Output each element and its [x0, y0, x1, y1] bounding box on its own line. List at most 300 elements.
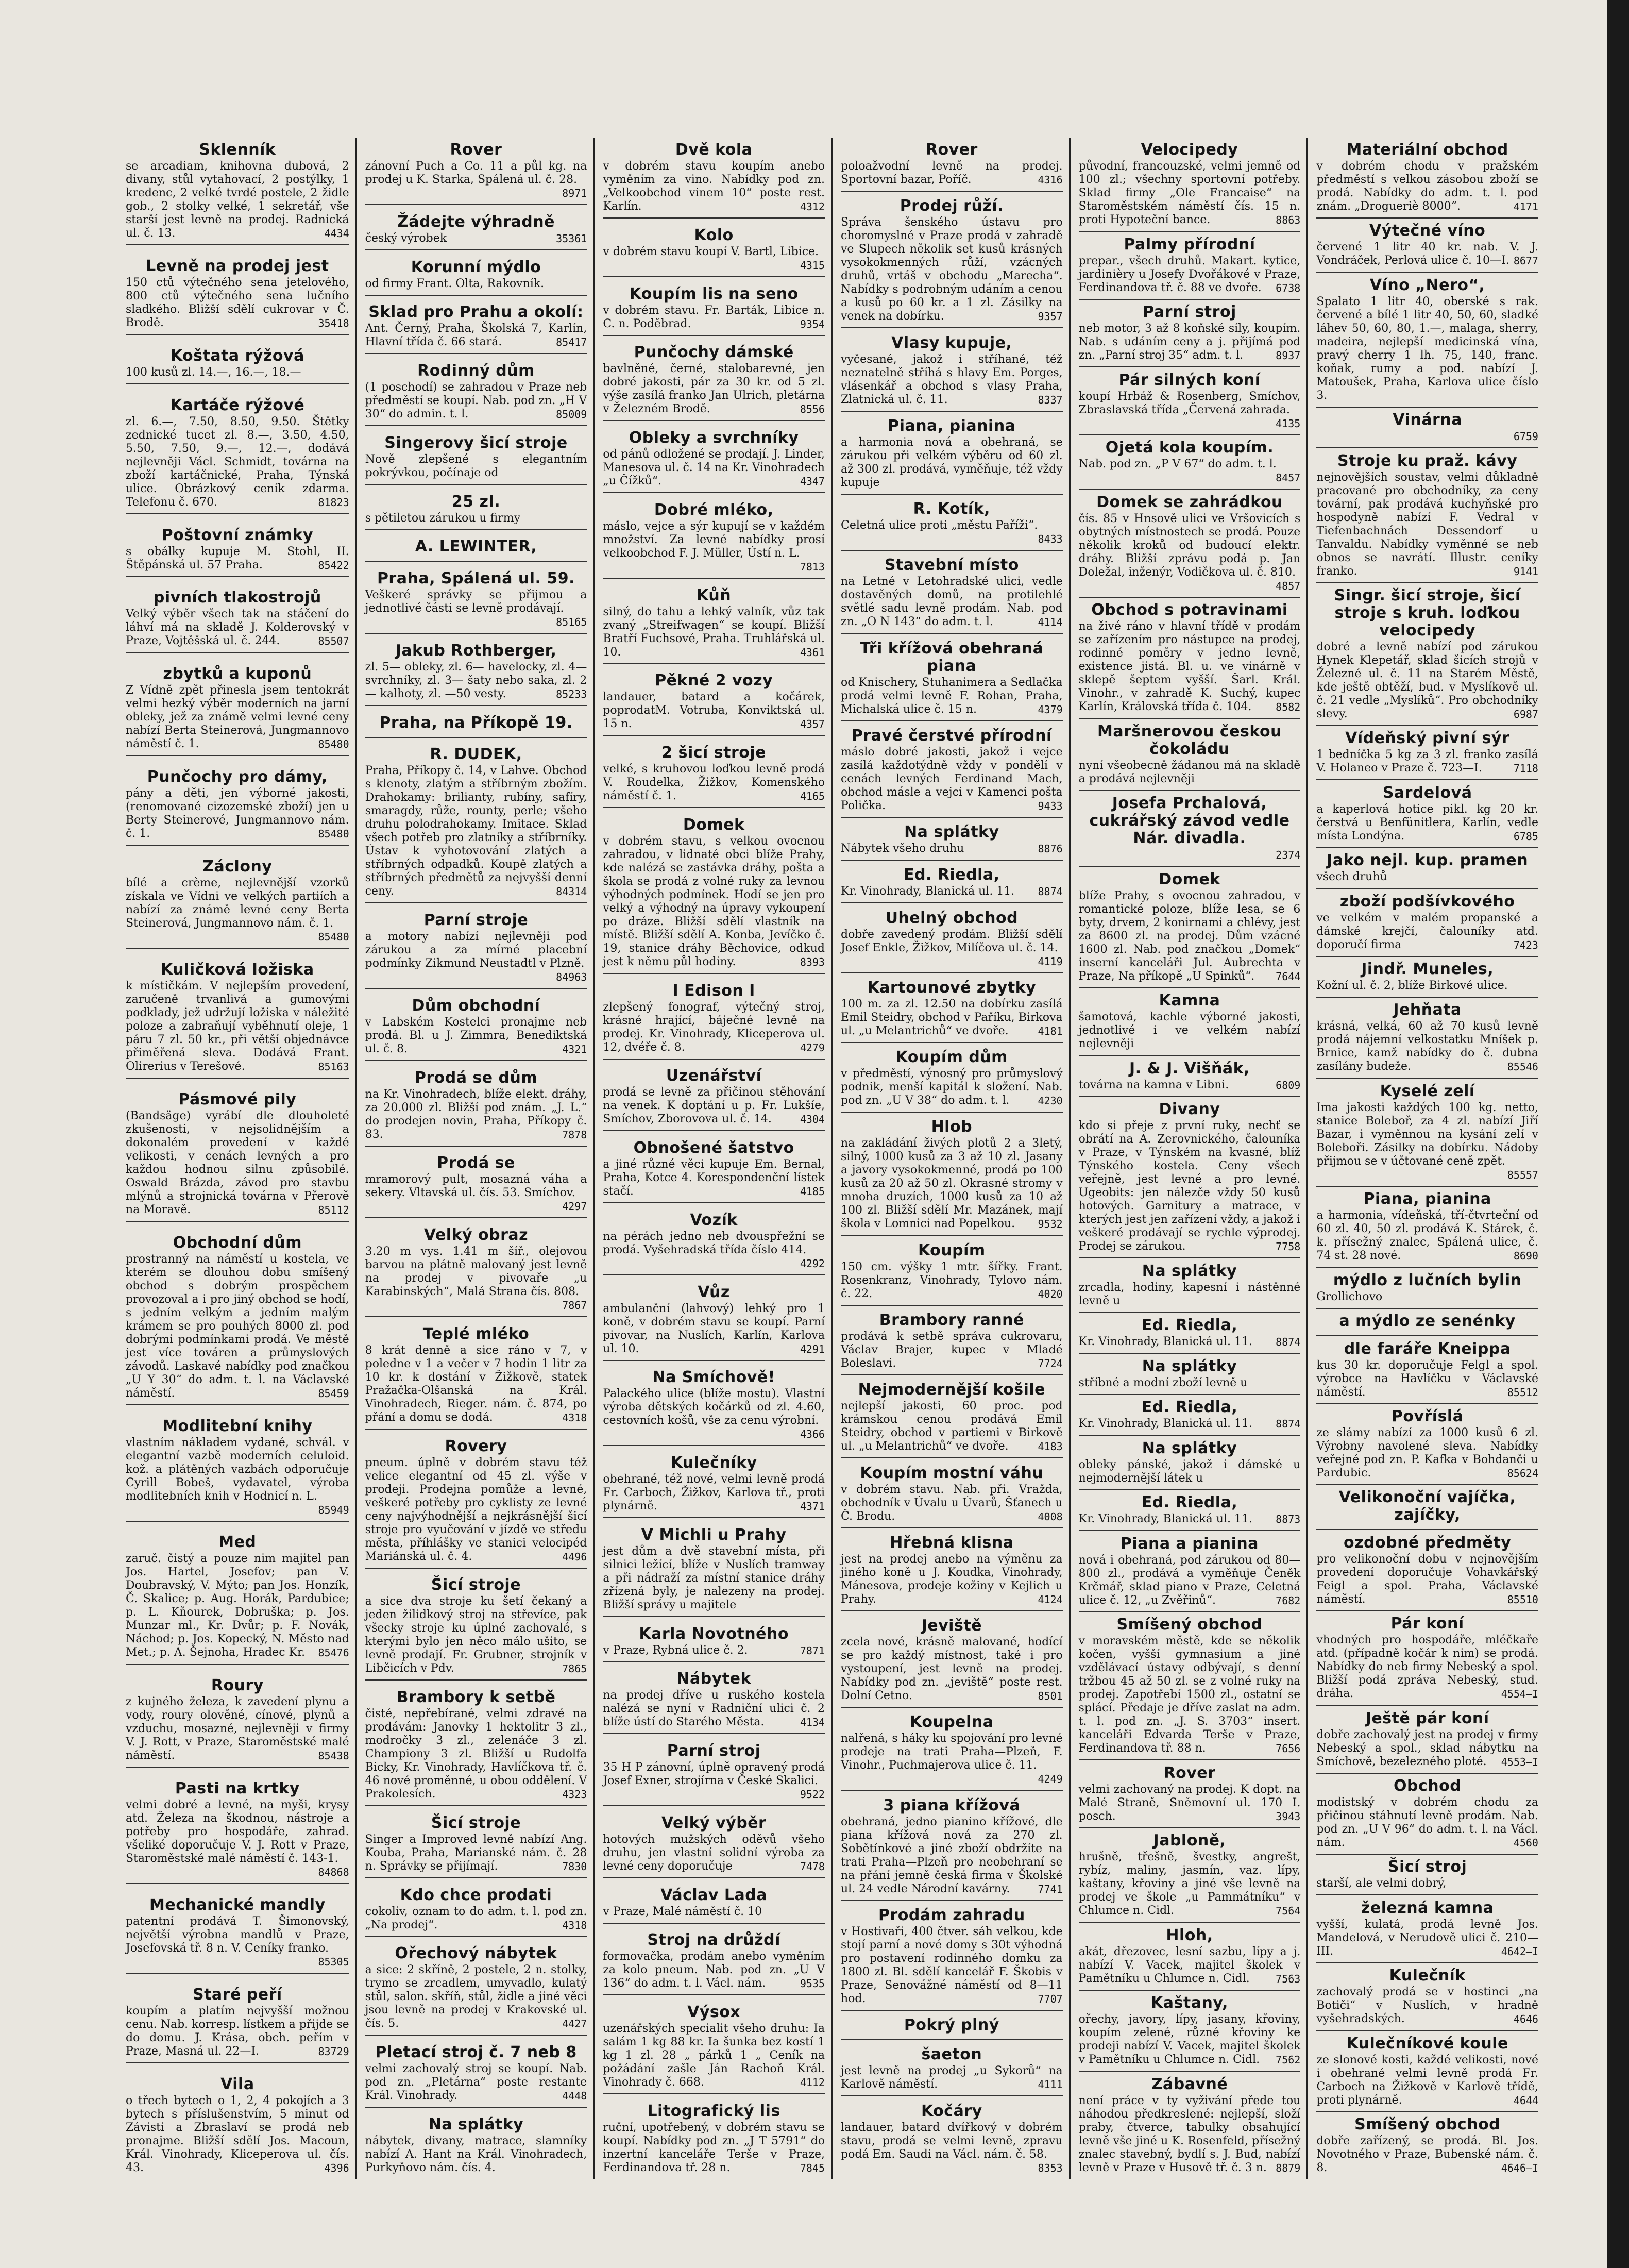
ad-heading: Obchod s potravinami: [1091, 601, 1288, 619]
ad-body: [841, 746, 1063, 813]
ad-heading: Piana, pianina: [888, 416, 1016, 435]
ad-reference-number: 4347: [800, 475, 825, 488]
classified-ad: [841, 553, 1063, 634]
ad-reference-number: 4361: [800, 646, 825, 659]
ad-heading: Šicí stroje: [431, 1813, 521, 1832]
ad-body: [603, 1387, 825, 1441]
ad-reference-number: 85417: [556, 336, 587, 349]
ad-reference-number: 7682: [1276, 1594, 1301, 1607]
ad-heading: Uzenářství: [666, 1067, 762, 1085]
classified-ad: [1079, 138, 1301, 232]
classified-ad: [126, 958, 349, 1079]
ad-body: [365, 1173, 587, 1213]
classified-ad: [365, 1686, 587, 1806]
ad-body: [126, 1436, 349, 1517]
ad-body: [1079, 759, 1301, 786]
ad-body: [126, 160, 349, 240]
classified-ad: [603, 1884, 825, 1924]
ad-heading: Ojetá kola koupím.: [1105, 439, 1274, 457]
classified-ad: [603, 741, 825, 808]
classified-ad: [603, 1667, 825, 1734]
ad-body: [365, 1905, 587, 1932]
ad-body: [1079, 1945, 1301, 1986]
ad-body: [126, 980, 349, 1073]
ad-text: poloažvodní levně na prodej. Sportovní bazar, Poříč.: [840, 160, 1063, 186]
ad-text: jest dům a dvě stavební místa, při silnici ležící, blíže v Nuslích tramway a při nádraží za místní stanice dráhy zřízená byly, je nalezeny na prodej. Bližší správy u majitele: [603, 1544, 825, 1611]
ad-reference-number: 4112: [800, 2076, 825, 2089]
classified-ad: [365, 2113, 587, 2179]
ad-body: [126, 366, 349, 379]
ad-heading: Uhelný obchod: [885, 909, 1019, 927]
ad-body: [1316, 748, 1538, 775]
ad-reference-number: 7830: [562, 1860, 587, 1873]
ad-body: [365, 1595, 587, 1675]
ad-body: [841, 216, 1063, 323]
classified-ad: [1316, 2032, 1538, 2112]
ad-text: od firmy Frant. Olta, Rakovník.: [365, 277, 545, 290]
ad-text: Velký výběr všech tak na stáčení do láhví má na skladě J. Kolderovský v Praze, Vojtěšská ul. č. 244.: [126, 608, 349, 648]
ad-heading: Prodám zahradu: [878, 1906, 1025, 1924]
classified-ad: [1316, 1080, 1538, 1187]
ad-reference-number: 85480: [318, 828, 349, 841]
ad-body: [603, 1905, 825, 1919]
ad-body: [841, 998, 1063, 1038]
ad-body: [603, 1473, 825, 1513]
classified-ad: [603, 1136, 825, 1203]
ad-reference-number: 7562: [1276, 2054, 1301, 2067]
classified-ad: [1316, 1486, 1538, 1530]
ad-text: koupím a platím nejvyšší možnou cenu. Nab. korresp. lístkem a přijde se do domu. J. Krása, obch. peřím v Praze, Masná ul. 22—I.: [126, 2004, 349, 2058]
ad-text: nejlepší jakosti, 60 proc. pod krámskou cenou prodává Emil Steidry, obchod v partiemi v Birkově ul. „u Melantrichů“ ve dvoře.: [840, 1400, 1063, 1453]
ad-reference-number: 6785: [1513, 830, 1538, 843]
ad-text: dobré a levně nabízí pod zárukou Hynek Klepetář, sklad šicích strojů v Železné ul. č. 11 na Starém Městě, kde ještě obtěží, bud. v Myslíkově ul. č. 21 vedle „Myslíků“. Pro obchodníky slevy.: [1316, 641, 1538, 721]
ad-heading: Karla Novotného: [639, 1624, 789, 1643]
classified-ad: [603, 1281, 825, 1361]
ad-heading: Obleky a svrchníky: [629, 429, 799, 447]
ad-reference-number: 9532: [1038, 1218, 1063, 1231]
ad-heading: Na splátky: [904, 823, 999, 842]
ad-body: [1316, 471, 1538, 578]
ad-reference-number: 4366: [800, 1428, 825, 1441]
ad-body: [1316, 160, 1538, 213]
classified-ad: [365, 2041, 587, 2108]
ad-reference-number: 35361: [556, 232, 587, 245]
ad-text: všech druhů: [1316, 870, 1387, 884]
classified-ad: [1079, 989, 1301, 1056]
ad-text: na zakládání živých plotů 2 a 3letý, silný, 1000 kusů za 3 až 10 zl. Jasany a javory vysokokmenné, prodá po 100 kusů za 20 až 50 zl. Okrasné stromy v mnoha druzích, 1000 kusů za 10 až 100 zl. Bližší sdělí Mr. Mazánek, mají škola v Lomnici nad Popelkou.: [840, 1137, 1063, 1231]
ad-heading: Vinárna: [1393, 411, 1462, 429]
ad-heading: J. & J. Višňák,: [1129, 1059, 1250, 1078]
ad-body: [365, 160, 587, 200]
ad-reference-number: 85438: [318, 1750, 349, 1762]
ad-reference-number: 4165: [800, 790, 825, 802]
ad-text: ve velkém v malém propanské a dámské krejčí, čalouníky atd. doporučí firma: [1316, 911, 1538, 951]
classified-ad: [1079, 368, 1301, 435]
classified-ad: [1079, 720, 1301, 791]
ad-heading: Brambory k setbě: [396, 1688, 556, 1706]
ad-heading: Kartounové zbytky: [867, 978, 1037, 997]
classified-ad: [1316, 998, 1538, 1079]
ad-column-6: [1306, 138, 1545, 2179]
ad-body: [603, 1950, 825, 1990]
ad-body: [1079, 848, 1301, 862]
ad-text: 8 krát denně a sice ráno v 7, v poledne v 1 a večer v 7 hodin 1 litr za 10 kr. k dostání v Žižkově, statek Pražačka-Olšanská na Král. Vinohradech, Rieger. nám. č. 874, po přání a domu se dodá.: [365, 1343, 587, 1424]
ad-text: v Praze, Malé náměstí č. 10: [603, 1905, 762, 1918]
classified-ad: [365, 1435, 587, 1569]
classified-ad: [603, 2099, 825, 2179]
ad-body: [1316, 1020, 1538, 1073]
ad-text: mramorový pult, mosazná váha a sekery. Vltavská ul. čís. 53. Smíchov.: [365, 1173, 587, 1200]
ad-body: [603, 1545, 825, 1612]
classified-ad: [365, 256, 587, 296]
ad-heading: Hloh,: [1166, 1926, 1213, 1944]
ad-text: a jiné různé věci kupuje Em. Bernal, Praha, Kotce 4. Korespondenční lístek stačí.: [603, 1158, 825, 1198]
ad-heading: Rover: [1163, 1763, 1216, 1782]
ad-body: [841, 885, 1063, 898]
classified-ad: [1316, 727, 1538, 780]
ad-body: [1079, 390, 1301, 430]
ad-reference-number: 4560: [1513, 1836, 1538, 1849]
classified-ad: [603, 1622, 825, 1662]
classified-page: [117, 138, 1545, 2179]
classified-ad: [603, 669, 825, 736]
ad-text: bavlněné, černé, stalobarevné, jen dobré jakosti, pár za 30 kr. od 5 zl. výše zasílá franko Jan Ulrich, pletárna v Železném Brodě.: [603, 362, 825, 416]
ad-heading: Divany: [1159, 1100, 1220, 1119]
ad-body: [841, 1732, 1063, 1786]
ad-heading: Materiální obchod: [1346, 141, 1508, 159]
classified-ad: [841, 331, 1063, 412]
ad-heading: Tři křížová obehraná piana: [860, 639, 1044, 675]
ad-heading: Velký obraz: [423, 1226, 529, 1244]
ad-heading: Víno „Nero“,: [1369, 276, 1485, 294]
ad-heading: Rodinný dům: [417, 362, 535, 380]
ad-text: Z Vídně zpět přinesla jsem tentokrát velmi hezký výběr moderních na jarní obleky, jež za známě velmi levné ceny nabízí Berta Steinerová, Jungmannovo náměstí č. 1.: [126, 684, 349, 751]
ad-text: 150 cm. výšky 1 mtr. šířky. Frant. Rosenkranz, Vinohrady, Tylovo nám. č. 22.: [840, 1260, 1063, 1300]
ad-heading: Kyselé zelí: [1380, 1082, 1475, 1100]
ad-text: 150 ctů výtečného sena jetelového, 800 ctů výtečného sena lučního sladkého. Bližší sdělí cukrovar v Č. Brodě.: [126, 276, 349, 329]
ad-reference-number: 85459: [318, 1387, 349, 1400]
classified-ad: [1079, 1924, 1301, 1991]
ad-reference-number: 4171: [1513, 200, 1538, 213]
ad-text: čís. 85 v Hnsově ulici ve Vršovicích s obytných místnostech se prodá. Pouze několik kroků od budoucí elektr. dráhy. Bližší zprávu podá p. Jan Doležal, inženýr, Vodičkova ul. č. 810.: [1078, 512, 1301, 579]
ad-heading: A. LEWINTER,: [415, 537, 537, 556]
classified-ad: [1079, 436, 1301, 490]
ad-text: jest na prodej anebo na výměnu za jiného koně u J. Koudka, Vinohrady, Mánesova, prodeje kožiny v Kejlich u Prahy.: [840, 1552, 1063, 1606]
ad-text: továrna na kamna v Libni.: [1078, 1078, 1229, 1091]
ad-heading: Med: [218, 1533, 257, 1552]
ad-reference-number: 8874: [1276, 1336, 1301, 1349]
ad-text: patentní prodává T. Šimonovský, největší výrobna mandlů v Praze, Josefovská tř. 8 n. V. Ceníky franko.: [126, 1915, 349, 1955]
ad-text: jest levně na prodej „u Sykorů“ na Karlově náměstí.: [840, 2064, 1063, 2091]
ad-heading: Praha, Spálená ul. 59.: [377, 569, 575, 587]
ad-heading: Litografický lis: [647, 2102, 780, 2120]
ad-reference-number: 4119: [1038, 955, 1063, 968]
ad-reference-number: 4644: [1513, 2094, 1538, 2107]
ad-reference-number: 9141: [1513, 565, 1538, 578]
ad-text: Kr. Vinohrady, Blanická ul. 11.: [840, 885, 1015, 898]
ad-heading: Ořechový nábytek: [395, 1944, 557, 1963]
ad-body: [126, 1552, 349, 1659]
classified-ad: [841, 976, 1063, 1043]
ad-reference-number: 85557: [1507, 1168, 1538, 1181]
ad-heading: Modlitební knihy: [162, 1417, 313, 1435]
ad-body: [126, 608, 349, 648]
ad-text: na Kr. Vinohradech, blíže elekt. dráhy, za 20.000 zl. Bližší pod znám. „J. L.“ do prodejen novin, Praha, Příkopy č. 83.: [365, 1087, 587, 1141]
ad-text: velké, s kruhovou loďkou levně prodá V. Roudelka, Žižkov, Komenského náměstí č. 1.: [603, 763, 825, 802]
ad-body: [126, 1799, 349, 1879]
classified-ad: [365, 490, 587, 530]
ad-text: zcela nové, krásně malované, hodící se pro každý místnost, také i pro vystoupení, jest levně na prodej. Nabídky pod zn. „jeviště“ poste rest. Dolní Cetno.: [840, 1636, 1063, 1703]
ad-heading: Na Smíchově!: [652, 1368, 775, 1387]
ad-text: Nově zlepšené s elegantním pokrývkou, počínaje od: [365, 452, 587, 479]
ad-reference-number: 7845: [800, 2161, 825, 2174]
ad-heading: Sklad pro Prahu a okolí:: [368, 303, 584, 322]
ad-body: [126, 684, 349, 751]
ad-body: [1316, 1634, 1538, 1701]
ad-reference-number: 4318: [562, 1919, 587, 1931]
ad-body: [1079, 1417, 1301, 1431]
ad-text: v Labském Kostelci pronajme neb prodá. Bl. u J. Zimmra, Benediktská ul. č. 8.: [365, 1015, 587, 1055]
ad-reference-number: 4312: [800, 200, 825, 213]
ad-reference-number: 6809: [1276, 1079, 1301, 1091]
ad-text: prepar., všech druhů. Makart. kytice, jardinièry u Josefy Dvořákové v Praze, Ferdinandova tř. č. 88 ve dvoře.: [1078, 254, 1301, 294]
ad-body: [841, 1261, 1063, 1301]
ad-body: [1079, 620, 1301, 714]
classified-ad: [1079, 1829, 1301, 1923]
ad-body: [603, 1644, 825, 1657]
ad-body: [1316, 1877, 1538, 1890]
ad-text: v moravském městě, kde se několik kočen, vyšší gymnasium a jiné vzdělávací ústavy odbývají, s denní tržbou 45 až 50 zl. se z volné ruky na prodej. Zapotřebí 1500 zl., ostatní se splácí. Předaje je dříve zaslat na adm. t. l. pod zn. „J. S. 3703“ insert. kanceláři Edvarda Terše v Praze, Ferdinandova tř. 88 n.: [1078, 1635, 1301, 1755]
classified-ad: [603, 1366, 825, 1446]
ad-text: o třech bytech o 1, 2, 4 pokojích a 3 bytech s příslušenstvím, 5 minut od Závisti a Zbraslaví se prodá neb pronajme. Bližší sdělí Jos. Macoun, Král. Vinohrady, Kliceperova ul. čís. 43.: [126, 2094, 349, 2174]
ad-text: akát, dřezovec, lesní sazbu, lípy a j. nabízí V. Vacek, majitel školek v Pamětníku u Chlumce n. Cidl.: [1078, 1945, 1301, 1985]
classified-ad: [365, 1942, 587, 2036]
ad-heading: 25 zl.: [451, 492, 501, 511]
ad-body: [841, 2121, 1063, 2175]
classified-ad: [1079, 1355, 1301, 1395]
ad-body: [1079, 1079, 1301, 1092]
ad-heading: ozdobné předměty: [1343, 1533, 1512, 1552]
ad-text: čisté, nepřebírané, velmi zdravé na prodávám: Janovky 1 hektolitr 3 zl., modročky 3 zl., zelenáče 3 zl. Championy 3 zl. Bližší u Rudolfa Bicky, Kr. Vinohrady, Havlíčkova tř. č. 46 nové proměnné, u obou oddělení. V Prakolesích.: [365, 1707, 587, 1801]
ad-text: starší, ale velmi dobrý,: [1316, 1877, 1447, 1890]
ad-body: [603, 1230, 825, 1270]
ad-body: [1316, 1426, 1538, 1480]
ad-text: nová i obehraná, pod zárukou od 80—800 zl., prodává a vyměňuje Čeněk Krčmář, sklad piano v Praze, Celetná ulice č. 12, „u Zvěřinů“.: [1078, 1553, 1301, 1607]
ad-text: Celetná ulice proti „městu Paříži“.: [840, 519, 1038, 532]
ad-body: [1316, 1986, 1538, 2026]
classified-ad: [1316, 1707, 1538, 1774]
ad-reference-number: 85163: [318, 1060, 349, 1073]
ad-text: prodává k setbě správa cukrovaru, Václav Brajer, kupec v Mladé Boleslavi.: [840, 1330, 1063, 1370]
classified-ad: [1079, 1314, 1301, 1354]
classified-ad: [126, 1893, 349, 1974]
ad-text: český výrobek: [365, 231, 447, 245]
ad-reference-number: 7813: [800, 560, 825, 573]
ad-text: modistský v dobrém chodu za přičinou stáhnutí levně prodám. Nab. pod zn. „U V 96“ do adm. t. l. na Václ. nám.: [1316, 1795, 1538, 1849]
ad-heading: Brambory ranné: [879, 1311, 1024, 1329]
ad-heading: Roury: [211, 1676, 264, 1695]
ad-text: v dobrém stavu. Nab. při. Vražda, obchodník v Úvalu u Úvarů, Šťanech u Č. Brodu.: [840, 1483, 1063, 1523]
ad-reference-number: 8677: [1513, 255, 1538, 267]
ad-reference-number: 85165: [556, 616, 587, 628]
ad-heading: Jako nejl. kup. pramen: [1327, 851, 1529, 870]
ad-text: zl. 6.—, 7.50, 8.50, 9.50. Štětky zednické tucet zl. 8.—, 3.50, 4.50, 5.50, 7.50, 9.—, 12.—, dodává nejlevněji Václ. Schmidt, továrna na zboží kartáčnické, Praha, Týnská ulice. Obrázkový ceník zdarma. Telefonu č. 670.: [126, 415, 349, 509]
classified-ad: [365, 994, 587, 1061]
ad-reference-number: 8876: [1038, 843, 1063, 855]
classified-ad: [126, 255, 349, 335]
ad-text: kdo si přeje z první ruky, nechť se obrátí na A. Zerovnického, čalouníka v Praze, v Týnském na kvasné, blíž Týnského kostela. Ceny všech veřejně, jest levné a pro levné. Ugeobits: jen nálezče vždy 50 kusů hotových. Garnitury a matrace, v kterých jest jen zařízení vždy, a jakož i veškeré prodávají se rychle výprodej. Prodej se zárukou.: [1078, 1119, 1301, 1253]
ad-reference-number: 4642—I: [1501, 1945, 1538, 1958]
ad-body: [603, 1001, 825, 1054]
ad-heading: Velikonoční vajíčka, zajíčky,: [1338, 1488, 1516, 1524]
classified-ad: [126, 1531, 349, 1665]
ad-text: nalřená, s háky ku spojování pro levné prodeje na trati Praha—Plzeň, F. Vinohr., Puchmajerova ulice č. 11.: [840, 1732, 1063, 1772]
ad-heading: Výtečné víno: [1369, 222, 1486, 240]
ad-heading: Levně na prodej jest: [146, 257, 329, 275]
ad-reference-number: 8690: [1513, 1250, 1538, 1263]
ad-reference-number: 4292: [800, 1257, 825, 1270]
ad-text: červené 1 litr 40 kr. nab. V. J. Vondráček, Perlová ulice č. 10—I.: [1316, 241, 1538, 267]
ad-reference-number: 4646: [1513, 2013, 1538, 2026]
ad-text: koupí Hrbáž & Rosenberg, Smíchov, Zbraslavská třída „Červená zahrada.: [1078, 390, 1301, 416]
classified-ad: [126, 524, 349, 577]
classified-ad: [603, 282, 825, 336]
ad-text: zachovalý prodá se v hostinci „na Botiči“ v Nuslích, v hradně vyšehradských.: [1316, 1986, 1538, 2026]
ad-heading: Kamna: [1159, 992, 1220, 1010]
ad-heading: Palmy přírodní: [1124, 235, 1255, 254]
classified-ad: [841, 1904, 1063, 2011]
ad-reference-number: 7564: [1276, 1905, 1301, 1918]
ad-heading: Parní stroje: [423, 911, 529, 929]
classified-ad: [126, 1674, 349, 1768]
ad-text: obehraná, jedno pianino křížové, dle piana křížová nová za 270 zl. Sobětínkové a jiné zboží obdržíte na trati Praha—Plzeň pro neobehraní se na přání jemně česká firma v Školské ul. 24 vedle Národní kavárny.: [840, 1815, 1063, 1895]
ad-body: [603, 2121, 825, 2175]
classified-ad: [841, 863, 1063, 903]
classified-ad: [841, 1531, 1063, 1611]
ad-heading: Staré peří: [192, 1985, 282, 2004]
classified-ad: [603, 584, 825, 664]
classified-ad: [1079, 1532, 1301, 1612]
ad-heading: Vlasy kupuje,: [891, 333, 1012, 352]
ad-heading: 2 šicí stroje: [661, 744, 766, 762]
ad-text: hrušně, třešně, švestky, angrešt, rybíz, maliny, jasmín, vaz. lípy, kaštany, křoviny a jiné vše levně na prodej ve škole „u Pammátníku“ v Chlumce n. Cidl.: [1078, 1851, 1301, 1918]
ad-reference-number: 7871: [800, 1644, 825, 1657]
classified-ad: [1316, 1337, 1538, 1404]
ad-reference-number: 4857: [1276, 579, 1301, 592]
classified-ad: [126, 2073, 349, 2179]
ad-heading: Pokrý plný: [904, 2016, 999, 2035]
classified-ad: [365, 300, 587, 354]
ad-reference-number: 4135: [1276, 417, 1301, 430]
ad-text: (1 poschodí) se zahradou v Praze neb předměstí se koupí. Nab. pod zn. „H V 30“ do admin. t. l.: [365, 381, 587, 421]
ad-reference-number: 85512: [1507, 1386, 1538, 1399]
ad-text: Ima jakosti každých 100 kg. netto, stanice Boleboř, za 4 zl. nabízí Jiří Bazar, i vyměnnou na kysání zelí v Boleboři. Zásilky na dobírku. Nádoby přijmou se v účtované ceně zpět.: [1316, 1101, 1538, 1168]
ad-heading: Jakub Rothberger,: [395, 641, 557, 660]
ad-heading: Parní stroj: [667, 1742, 761, 1760]
ad-reference-number: 4427: [562, 2018, 587, 2030]
classified-ad: [1079, 1057, 1301, 1097]
ad-text: vhodných pro hospodáře, mléčkaře atd. (případně kočár k nim) se prodá. Nabídky do neb firmy Nebeský a spol. Bližší podá zpráva Nebeský, stud. dráha.: [1316, 1634, 1538, 1701]
ad-heading: Korunní mýdlo: [411, 258, 541, 276]
ad-reference-number: 4646—I: [1501, 2161, 1538, 2174]
ad-reference-number: 4448: [562, 2090, 587, 2102]
ad-text: neb motor, 3 až 8 koňské síly, koupím. Nab. s udáním ceny a j. přijímá pod zn. „Parní stroj 35“ adm. t. l.: [1078, 322, 1301, 362]
classified-ad: [841, 724, 1063, 818]
ad-text: dobře zavedený prodám. Bližší sdělí Josef Enkle, Žižkov, Milíčova ul. č. 14.: [840, 928, 1063, 954]
ad-heading: Dvě kola: [675, 141, 753, 159]
ad-heading: Pravé čerstvé přírodní: [851, 726, 1052, 745]
ad-text: a harmonia, vídeňská, tří-čtvrteční od 60 zl. 40, 50 zl. prodává K. Stárek, č. k. přísežný znalec, Spálená ulice, č. 74 st. 28 nové.: [1316, 1209, 1538, 1263]
classified-ad: [603, 979, 825, 1060]
ad-heading: Na splátky: [1142, 1439, 1237, 1457]
ad-text: Singer a Improved levně nabízí Ang. Kouba, Praha, Marianské nám. č. 28 n. Správky se přijímají.: [365, 1833, 587, 1873]
ad-column-2: [355, 138, 593, 2179]
ad-body: [126, 1110, 349, 1217]
classified-ad: [603, 1064, 825, 1131]
classified-ad: [603, 1811, 825, 1878]
ad-body: [1079, 512, 1301, 593]
ad-heading: Stroj na drůždí: [647, 1931, 780, 1950]
ad-text: pány a děti, jen výborné jakosti, (renomované cizozemské zboží) jen u Berty Steinerové, Jungmannovo nám. č. 1.: [126, 787, 349, 841]
ad-reference-number: 4554—I: [1501, 1688, 1538, 1701]
ad-heading: Vůz: [698, 1283, 730, 1301]
classified-ad: [126, 855, 349, 949]
classified-ad: [603, 498, 825, 579]
classified-ad: [841, 138, 1063, 192]
ad-heading: Pěkné 2 vozy: [655, 671, 773, 690]
ad-reference-number: 4396: [324, 2161, 349, 2174]
ad-body: [841, 676, 1063, 716]
classified-ad: [365, 1884, 587, 1937]
classified-ad: [841, 2043, 1063, 2096]
ad-reference-number: 8393: [800, 955, 825, 968]
ad-text: k místičkám. V nejlepším provedení, zaručeně trvanlivá a gumovými podklady, jež udržují ložiska v náležité poloze a zabraňují vyběhnutí oleje, 1 páru 7 zl. 50 kr., při větší objednávce přiměřená sleva. Dodává Frant. Olirerius v Terešové.: [126, 979, 349, 1073]
classified-ad: [126, 1983, 349, 2063]
ad-heading: Koupelna: [910, 1713, 994, 1732]
ad-text: velmi zachovaný na prodej. K dopt. na Malé Straně, Sněmovní ul. 170 I. posch.: [1078, 1783, 1301, 1823]
ad-text: ze slonové kosti, každé velikosti, nové i obehrané velmi levně prodá Fr. Carboch na Žižkově v Karlově třídě, proti plynárně.: [1316, 2053, 1538, 2107]
ad-reference-number: 9535: [800, 1977, 825, 1990]
ad-body: [603, 1158, 825, 1198]
ad-body: [603, 448, 825, 488]
ad-reference-number: 85305: [318, 1956, 349, 1968]
ad-text: silný, do tahu a lehký valník, vůz tak zvaný „Streifwagen“ se koupí. Bližší Bratří Fuchsové, Praha. Truhlářská ul. 10.: [603, 605, 825, 659]
ad-heading: Parní stroj: [1143, 303, 1236, 322]
ad-reference-number: 85507: [318, 635, 349, 648]
ad-body: [1316, 1359, 1538, 1399]
classified-ad: [603, 138, 825, 219]
classified-ad: [365, 711, 587, 738]
ad-text: Palackého ulice (blíže mostu). Vlastní výroba dětských kočárků od zl. 4.60, cestovních košů, vše za cenu výrobní.: [603, 1387, 825, 1427]
classified-ad: [1079, 1098, 1301, 1258]
ad-text: v dobrém stavu koupí V. Bartl, Libice.: [603, 245, 819, 258]
classified-ad: [365, 1223, 587, 1317]
ad-heading: Stroje ku praž. kávy: [1337, 451, 1518, 470]
ad-heading: Singerovy šicí stroje: [384, 433, 568, 452]
classified-ad: [841, 906, 1063, 973]
ad-text: s pětiletou zárukou u firmy: [365, 511, 520, 525]
ad-reference-number: 4379: [1038, 703, 1063, 716]
ad-heading: Prodá se: [437, 1154, 515, 1172]
classified-ad: [365, 138, 587, 205]
classified-ad: [1079, 792, 1301, 867]
classified-ad: [1316, 1269, 1538, 1309]
ad-heading: Dům obchodní: [412, 996, 540, 1015]
ad-reference-number: 8501: [1038, 1690, 1063, 1703]
ad-heading: Kočáry: [921, 2102, 982, 2120]
ad-body: [841, 575, 1063, 629]
ad-text: landauer, batard dvířkový v dobrém stavu, prodá se velmi levně, zpravu podá Em. Saudi na Václ. nám. č. 58.: [840, 2121, 1063, 2161]
